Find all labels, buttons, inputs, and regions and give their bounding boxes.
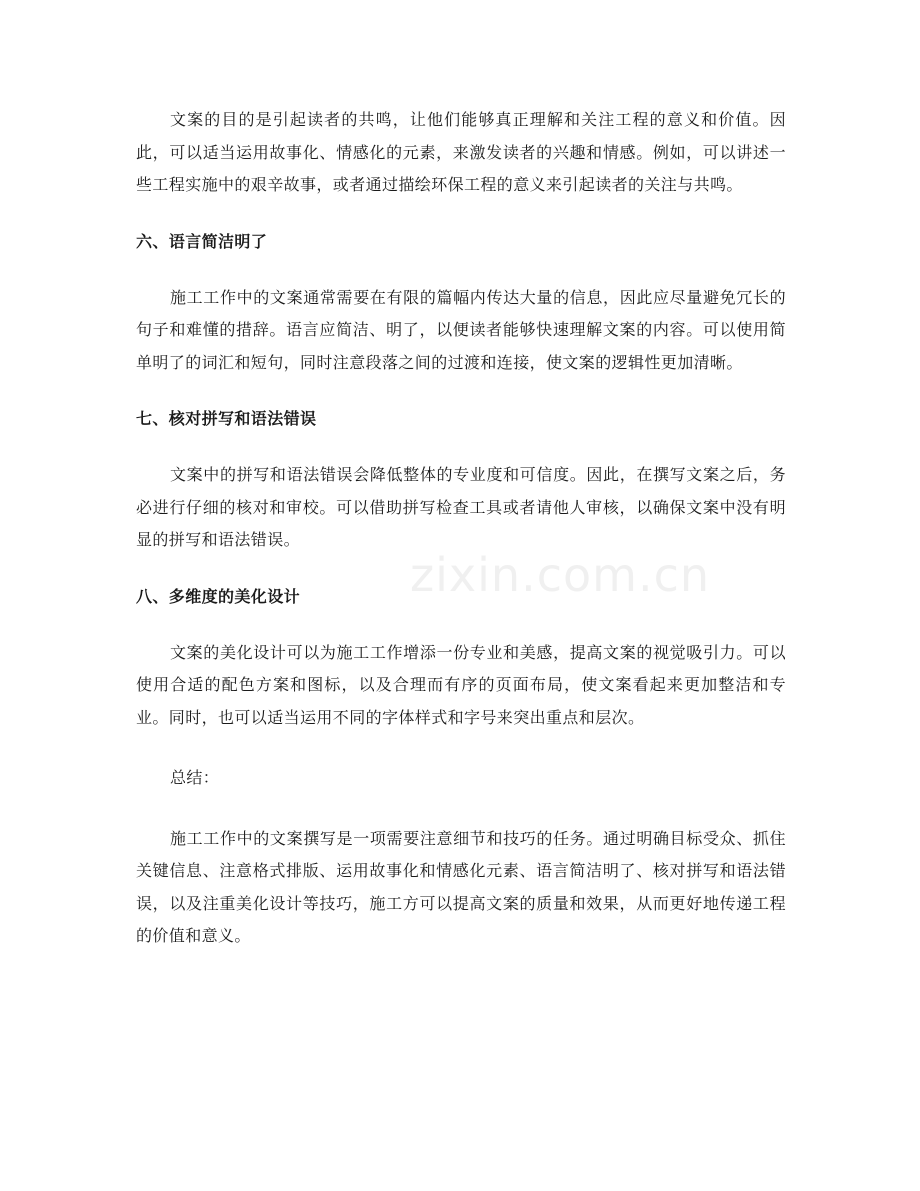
paragraph-section-7: 文案中的拼写和语法错误会降低整体的专业度和可信度。因此，在撰写文案之后，务必进行仔细的核对和审校。可以借助拼写检查工具或者请他人审核，以确保文案中没有明显的拼写和语法错误。 xyxy=(136,465,786,549)
heading-section-6: 六、语言简洁明了 xyxy=(136,231,268,251)
summary-label: 总结： xyxy=(170,768,220,787)
heading-section-7: 七、核对拼写和语法错误 xyxy=(136,409,317,428)
watermark: zixin.com.cn xyxy=(410,548,711,602)
paragraph-summary: 施工工作中的文案撰写是一项需要注意细节和技巧的任务。通过明确目标受众、抓住关键信息、注意格式排版、运用故事化和情感化元素、语言简洁明了、核对拼写和语法错误，以及注重美化设计等技巧，施工方可以提高文案的质量和效果，从而更好地传递工程的价值和意义。 xyxy=(136,828,786,945)
paragraph-section-6: 施工工作中的文案通常需要在有限的篇幅内传达大量的信息，因此应尽量避免冗长的句子和难懂的措辞。语言应简洁、明了，以便读者能够快速理解文案的内容。可以使用简单明了的词汇和短句，同时注意段落之间的过渡和连接，使文案的逻辑性更加清晰。 xyxy=(136,287,786,372)
paragraph-section-8: 文案的美化设计可以为施工工作增添一份专业和美感，提高文案的视觉吸引力。可以使用合适的配色方案和图标，以及合理而有序的页面布局，使文案看起来更加整洁和专业。同时，也可以适当运用不同的字体样式和字号来突出重点和层次。 xyxy=(136,642,786,727)
heading-section-8: 八、多维度的美化设计 xyxy=(136,586,301,606)
paragraph-intro: 文案的目的是引起读者的共鸣，让他们能够真正理解和关注工程的意义和价值。因此，可以适当运用故事化、情感化的元素，来激发读者的兴趣和情感。例如，可以讲述一些工程实施中的艰辛故事，或者通过描绘环保工程的意义来引起读者的关注与共鸣。 xyxy=(136,110,786,194)
document-body xyxy=(136,104,786,981)
